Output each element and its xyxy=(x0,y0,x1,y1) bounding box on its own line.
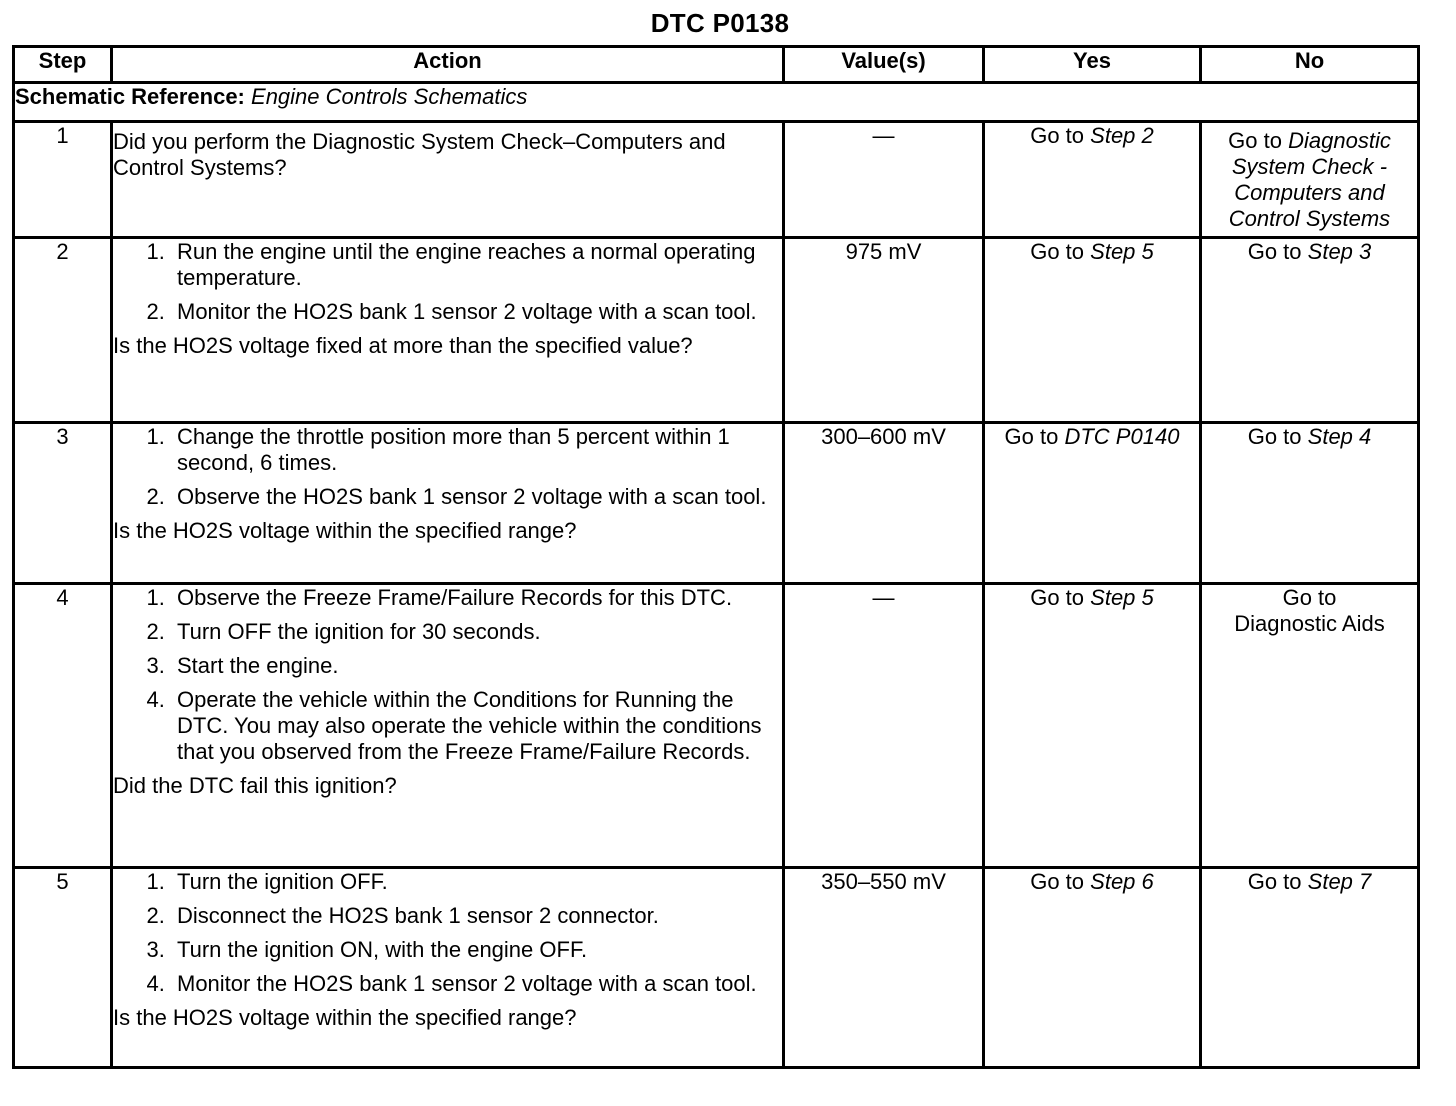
action-cell xyxy=(112,122,784,238)
step-number: 3 xyxy=(14,423,112,584)
value-cell: 975 mV xyxy=(784,238,984,423)
action-list xyxy=(113,869,782,997)
go-to-label: Go to xyxy=(1247,239,1302,264)
step-number: 1 xyxy=(14,122,112,238)
go-to-label: Go to xyxy=(1247,869,1302,894)
action-question: Did you perform the Diagnostic System Check–Computers and Control Systems? xyxy=(113,129,726,180)
go-to-label: Go to xyxy=(1004,424,1059,449)
table-row xyxy=(14,122,1419,238)
go-to-label: Go to xyxy=(1247,424,1302,449)
action-item: 1. Run the engine until the engine reaches a normal operating temperature. xyxy=(171,239,782,291)
action-item: 2. Disconnect the HO2S bank 1 sensor 2 connector. xyxy=(171,903,782,929)
no-target[interactable]: Step 3 xyxy=(1307,239,1372,264)
yes-target[interactable]: Step 5 xyxy=(1090,239,1154,264)
action-item: 1. Turn the ignition OFF. xyxy=(171,869,782,895)
action-cell xyxy=(112,238,784,423)
action-item: 3. Turn the ignition ON, with the engine OFF. xyxy=(171,937,782,963)
yes-cell[interactable] xyxy=(984,238,1201,423)
no-target[interactable]: Step 7 xyxy=(1307,869,1372,894)
go-to-label: Go to xyxy=(1228,127,1282,153)
step-number: 2 xyxy=(14,238,112,423)
schematic-reference-label: Schematic Reference: xyxy=(15,84,245,109)
value-cell: 350–550 mV xyxy=(784,868,984,1068)
schematic-reference-row xyxy=(14,83,1419,122)
action-question: Did the DTC fail this ignition? xyxy=(113,773,397,798)
action-cell xyxy=(112,868,784,1068)
yes-target[interactable]: DTC P0140 xyxy=(1064,424,1180,449)
value-cell: — xyxy=(784,122,984,238)
table-row xyxy=(14,238,1419,423)
go-to-label: Go to xyxy=(1030,123,1085,148)
go-to-label: Go to xyxy=(1030,239,1085,264)
value-cell: 300–600 mV xyxy=(784,423,984,584)
table-row xyxy=(14,584,1419,868)
action-item: 2. Monitor the HO2S bank 1 sensor 2 voltage with a scan tool. xyxy=(171,299,782,325)
action-item: 1. Change the throttle position more than 5 percent within 1 second, 6 times. xyxy=(171,424,782,476)
no-cell[interactable] xyxy=(1201,423,1419,584)
action-list xyxy=(113,424,782,510)
yes-cell[interactable] xyxy=(984,122,1201,238)
action-question: Is the HO2S voltage fixed at more than the specified value? xyxy=(113,333,693,358)
header-values: Value(s) xyxy=(784,47,984,83)
header-row xyxy=(14,47,1419,83)
no-target[interactable]: Step 4 xyxy=(1307,424,1372,449)
action-question: Is the HO2S voltage within the specified range? xyxy=(113,518,577,543)
action-cell xyxy=(112,584,784,868)
action-item: 4. Operate the vehicle within the Conditions for Running the DTC. You may also operate the vehicle within the conditions that you observed from the Freeze Frame/Failure Records. xyxy=(171,687,782,765)
header-action: Action xyxy=(112,47,784,83)
yes-target[interactable]: Step 6 xyxy=(1090,869,1154,894)
schematic-reference xyxy=(14,83,1419,122)
action-question: Is the HO2S voltage within the specified range? xyxy=(113,1005,577,1030)
step-number: 4 xyxy=(14,584,112,868)
action-item: 2. Turn OFF the ignition for 30 seconds. xyxy=(171,619,782,645)
no-cell[interactable] xyxy=(1201,868,1419,1068)
no-cell[interactable]: Go to Diagnostic Aids xyxy=(1201,584,1419,868)
yes-cell[interactable] xyxy=(984,868,1201,1068)
no-target[interactable]: Diagnostic System Check - Computers and Control Systems xyxy=(1228,127,1391,231)
table-row xyxy=(14,423,1419,584)
value-cell: — xyxy=(784,584,984,868)
schematic-reference-link[interactable]: Engine Controls Schematics xyxy=(251,84,528,109)
table-row xyxy=(14,868,1419,1068)
action-item: 2. Observe the HO2S bank 1 sensor 2 voltage with a scan tool. xyxy=(171,484,782,510)
diagnostic-table xyxy=(12,45,1420,1069)
yes-cell[interactable] xyxy=(984,584,1201,868)
header-no: No xyxy=(1201,47,1419,83)
action-cell xyxy=(112,423,784,584)
no-cell[interactable] xyxy=(1201,122,1419,238)
action-list xyxy=(113,239,782,325)
page-title: DTC P0138 xyxy=(650,8,790,38)
header-step: Step xyxy=(14,47,112,83)
step-number: 5 xyxy=(14,868,112,1068)
header-yes: Yes xyxy=(984,47,1201,83)
no-cell[interactable] xyxy=(1201,238,1419,423)
yes-target[interactable]: Step 5 xyxy=(1090,585,1154,610)
action-item: 4. Monitor the HO2S bank 1 sensor 2 voltage with a scan tool. xyxy=(171,971,782,997)
go-to-label: Go to xyxy=(1030,869,1085,894)
action-list xyxy=(113,585,782,765)
action-item: 3. Start the engine. xyxy=(171,653,782,679)
go-to-label: Go to xyxy=(1030,585,1085,610)
yes-target[interactable]: Step 2 xyxy=(1090,123,1154,148)
action-item: 1. Observe the Freeze Frame/Failure Records for this DTC. xyxy=(171,585,782,611)
yes-cell[interactable] xyxy=(984,423,1201,584)
